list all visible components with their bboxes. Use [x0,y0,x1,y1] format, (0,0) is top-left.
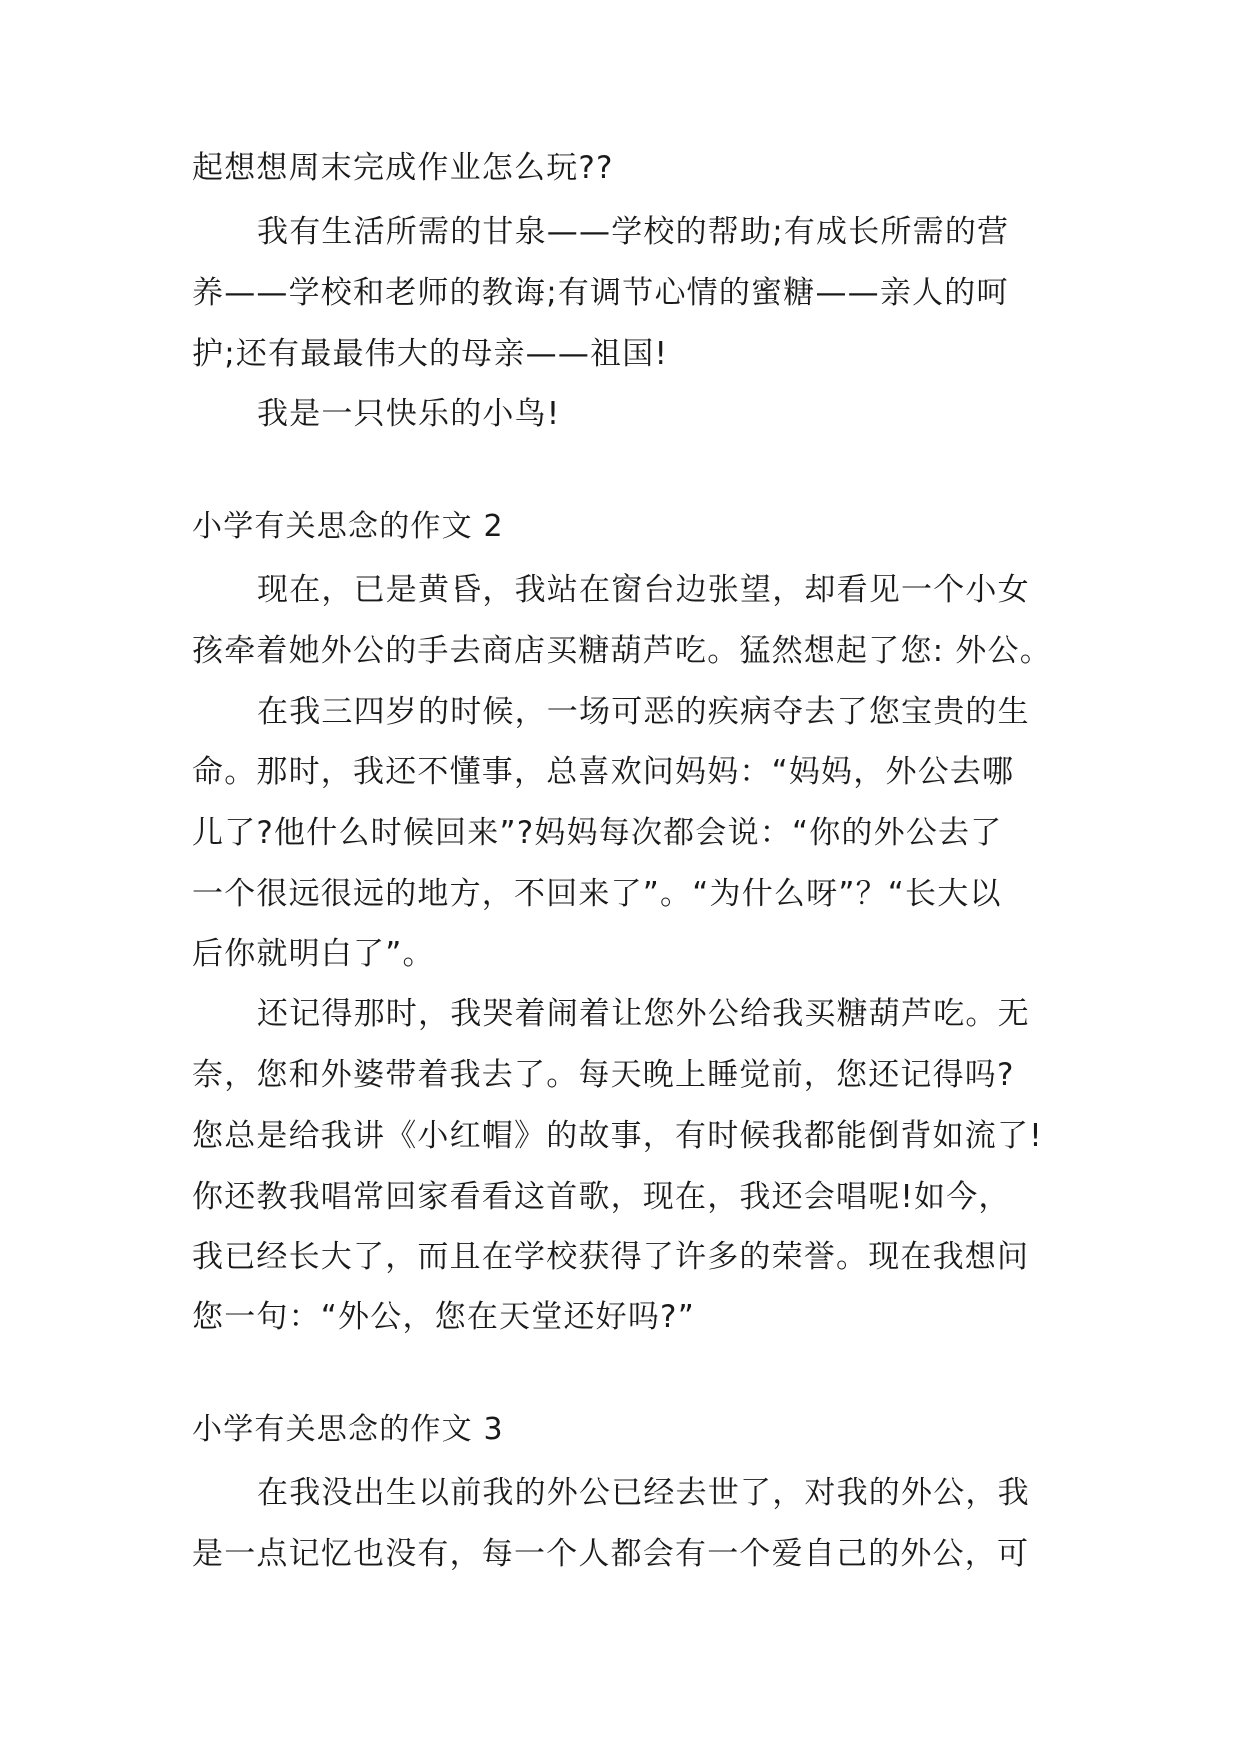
text-line: 后你就明白了”。 [192,936,435,972]
paragraph-first-line: 我是一只快乐的小鸟! [257,396,561,432]
essay-title: 小学有关思念的作文 2 [192,509,504,544]
text-line: 您一句：“外公，您在天堂还好吗?” [192,1299,695,1335]
paragraph-first-line: 我有生活所需的甘泉——学校的帮助;有成长所需的营 [257,214,1010,250]
text-line: 起想想周末完成作业怎么玩?? [192,150,614,186]
text-line: 命。那时，我还不懂事，总喜欢问妈妈：“妈妈，外公去哪 [192,754,1015,790]
text-line: 奈，您和外婆带着我去了。每天晚上睡觉前，您还记得吗? [192,1057,1015,1093]
text-line: 你还教我唱常回家看看这首歌，现在，我还会唱呢!如今， [192,1179,1011,1215]
text-line: 养——学校和老师的教诲;有调节心情的蜜糖——亲人的呵 [192,275,1009,311]
paragraph-first-line: 在我三四岁的时候，一场可恶的疾病夺去了您宝贵的生 [257,694,1030,730]
text-line: 护;还有最最伟大的母亲——祖国! [192,336,669,372]
text-line: 是一点记忆也没有，每一个人都会有一个爱自己的外公，可 [192,1536,1030,1572]
text-line: 我已经长大了，而且在学校获得了许多的荣誉。现在我想问 [192,1239,1030,1275]
paragraph-first-line: 现在，已是黄昏，我站在窗台边张望，却看见一个小女 [257,572,1030,608]
paragraph-first-line: 还记得那时，我哭着闹着让您外公给我买糖葫芦吃。无 [257,996,1030,1032]
text-line: 一个很远很远的地方，不回来了”。“为什么呀”？“长大以 [192,876,1002,912]
essay-title: 小学有关思念的作文 3 [192,1412,504,1447]
text-line: 儿了?他什么时候回来”?妈妈每次都会说：“你的外公去了 [192,815,1003,851]
paragraph-first-line: 在我没出生以前我的外公已经去世了，对我的外公，我 [257,1475,1030,1511]
text-line: 孩牵着她外公的手去商店买糖葫芦吃。猛然想起了您: 外公。 [192,633,1052,669]
text-line: 您总是给我讲《小红帽》的故事，有时候我都能倒背如流了! [192,1118,1043,1154]
